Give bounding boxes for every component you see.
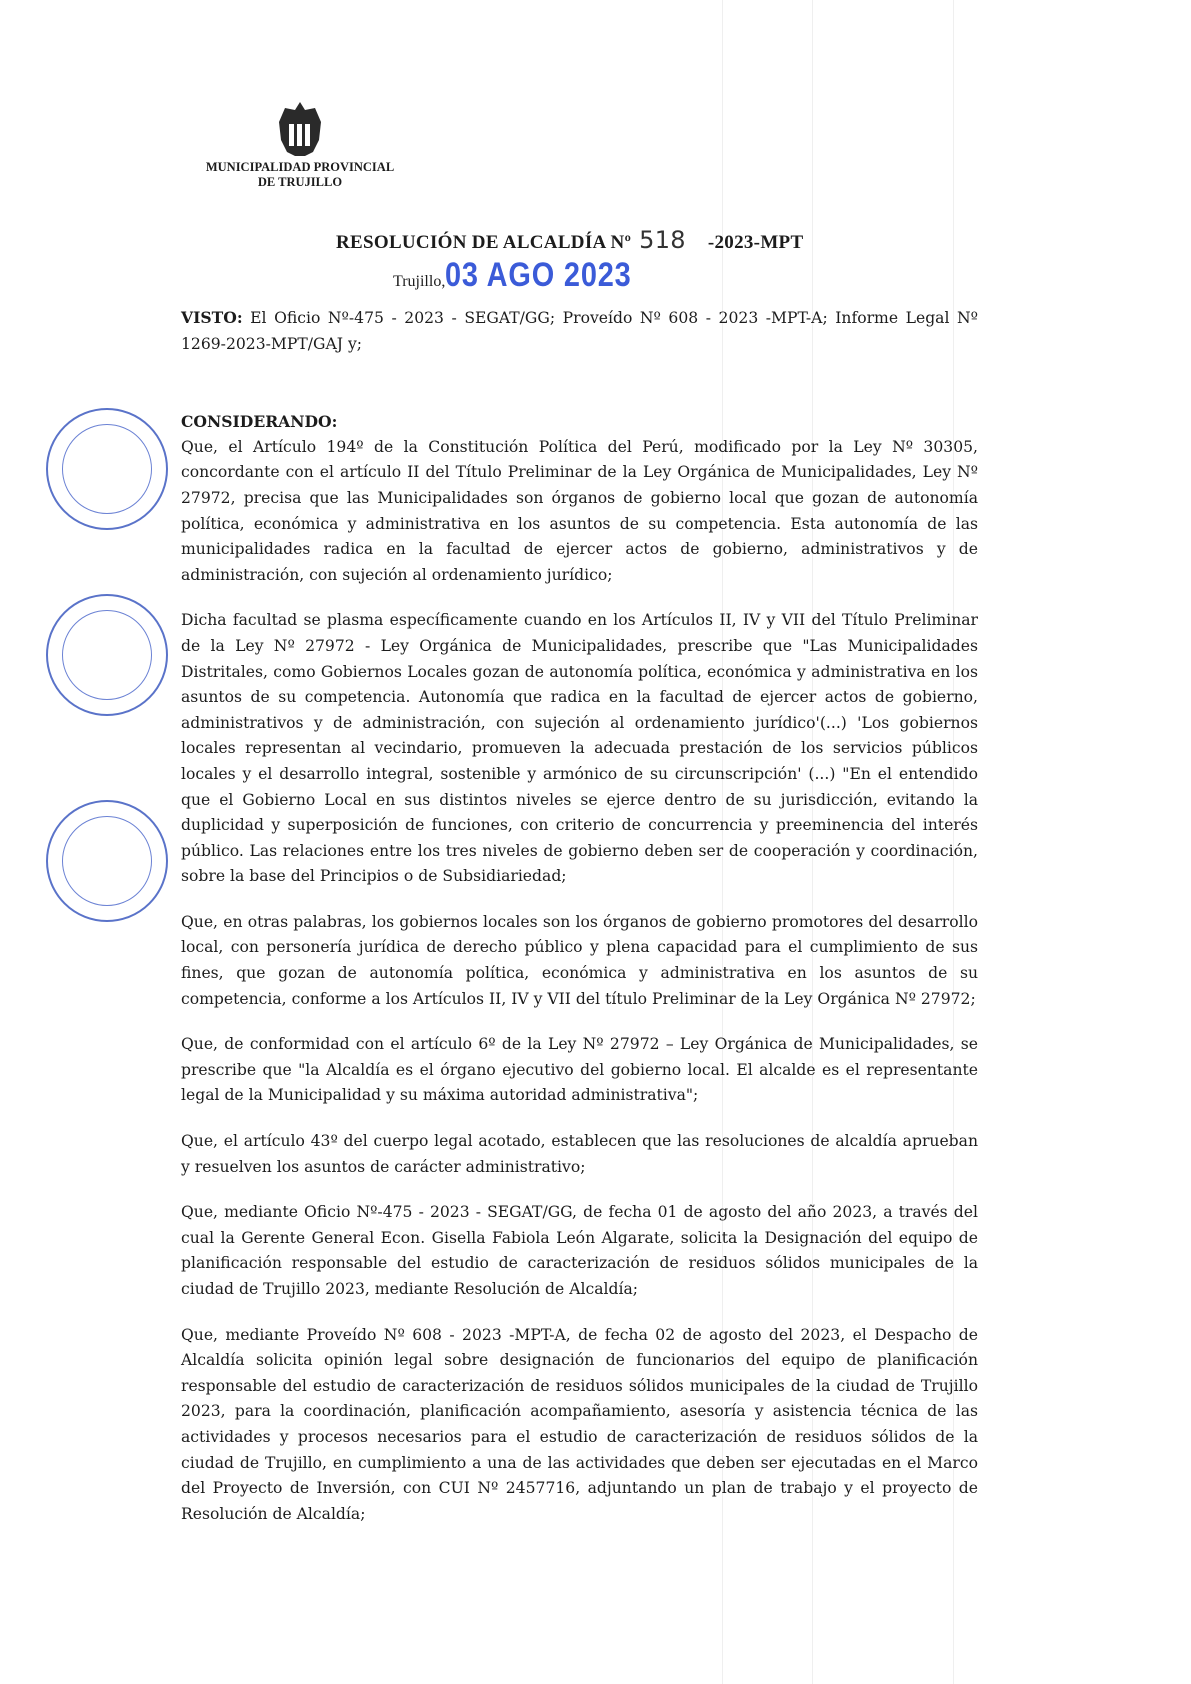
- paragraph: Que, el Artículo 194º de la Constitución Política del Perú, modificado por la Ley Nº 30305, concordante con el artículo II del Título Preliminar de la Ley Orgánica de Municipalidades, Ley Nº 27972, precisa que las Municipalidades son órganos de gobierno local que gozan de autonomía política, económica y administrativa en los asuntos de su competencia. Esta autonomía de las municipalidades radica en la facultad de ejercer actos de gobierno, administrativos y de administración, con sujeción al ordenamiento jurídico;: [181, 437, 978, 584]
- org-name-line2: DE TRUJILLO: [257, 175, 343, 189]
- title-prefix: RESOLUCIÓN DE ALCALDÍA Nº: [336, 232, 632, 253]
- paragraph: Que, mediante Oficio Nº-475 - 2023 - SEGAT/GG, de fecha 01 de agosto del año 2023, a través del cual la Gerente General Econ. Gisella Fabiola León Algarate, solicita la Designación del equipo de planificación responsable del estudio de caracterización de residuos sólidos municipales de la ciudad de Trujillo 2023, mediante Resolución de Alcaldía;: [181, 1203, 978, 1298]
- seal-asesoria-juridica: [46, 800, 168, 922]
- document-body: [181, 305, 978, 1547]
- paragraph: Que, mediante Proveído Nº 608 - 2023 -MPT-A, de fecha 02 de agosto del 2023, el Despacho de Alcaldía solicita opinión legal sobre designación de funcionarios del equipo de planificación responsable del estudio de caracterización de residuos sólidos municipales de la ciudad de Trujillo 2023, para la coordinación, planificación acompañamiento, asesoría y asistencia técnica de las actividades y procesos necesarios para el estudio de caracterización de residuos sólidos de la ciudad de Trujillo, en cumplimiento a una de las actividades que deben ser ejecutadas en el Marco del Proyecto de Inversión, con CUI Nº 2457716, adjuntando un plan de trabajo y el proyecto de Resolución de Alcaldía;: [181, 1325, 978, 1523]
- date-stamp: 03 AGO 2023: [445, 256, 632, 294]
- resolution-number: 518: [639, 226, 686, 254]
- seal-municipalidad: [46, 594, 168, 716]
- considerando-heading: CONSIDERANDO:: [181, 412, 338, 432]
- visto-paragraph: [181, 305, 978, 357]
- date-line: [393, 256, 665, 295]
- coat-of-arms-icon: [275, 100, 325, 160]
- city: Trujillo,: [393, 273, 446, 290]
- municipality-logo: [180, 100, 420, 190]
- paragraph: Dicha facultad se plasma específicamente cuando en los Artículos II, IV y VII del Título Preliminar de la Ley Nº 27972 - Ley Orgánica de Municipalidades, prescribe que "Las Municipalidades Distritales, como Gobiernos Locales gozan de autonomía política, económica y administrativa en los asuntos de su competencia. Autonomía que radica en la facultad de ejercer actos de gobierno, administrativos y de administración, con sujeción al ordenamiento jurídico'(...) 'Los gobiernos locales representan al vecindario, promueven la adecuada prestación de los servicios públicos locales y el desarrollo integral, sostenible y armónico de su circunscripción' (...) "En el entendido que el Gobierno Local en sus distintos niveles se ejerce dentro de su jurisdicción, evitando la duplicidad y superposición de funciones, con criterio de concurrencia y preeminencia del interés público. Las relaciones entre los tres niveles de gobierno deben ser de cooperación y coordinación, sobre la base del Principios o de Subsidiariedad;: [181, 611, 978, 886]
- resolution-title: [336, 226, 803, 254]
- org-name-line1: MUNICIPALIDAD PROVINCIAL: [205, 160, 395, 174]
- paragraph: Que, el artículo 43º del cuerpo legal acotado, establecen que las resoluciones de alcaldía aprueban y resuelven los asuntos de carácter administrativo;: [181, 1132, 978, 1176]
- seal-alcaldia: [46, 408, 168, 530]
- visto-label: VISTO:: [181, 308, 243, 327]
- paragraph: Que, en otras palabras, los gobiernos locales son los órganos de gobierno promotores del desarrollo local, con personería jurídica de derecho público y plena capacidad para el cumplimiento de sus fines, que gozan de autonomía política, económica y administrativa en los asuntos de su competencia, conforme a los Artículos II, IV y VII del título Preliminar de la Ley Orgánica Nº 27972;: [181, 912, 978, 1008]
- visto-text: El Oficio Nº-475 - 2023 - SEGAT/GG; Proveído Nº 608 - 2023 -MPT-A; Informe Legal Nº 1269-2023-MPT/GAJ y;: [181, 309, 978, 353]
- paragraph: Que, de conformidad con el artículo 6º de la Ley Nº 27972 – Ley Orgánica de Municipalidades, se prescribe que "la Alcaldía es el órgano ejecutivo del gobierno local. El alcalde es el representante legal de la Municipalidad y su máxima autoridad administrativa";: [181, 1035, 978, 1105]
- title-suffix: -2023-MPT: [707, 232, 804, 253]
